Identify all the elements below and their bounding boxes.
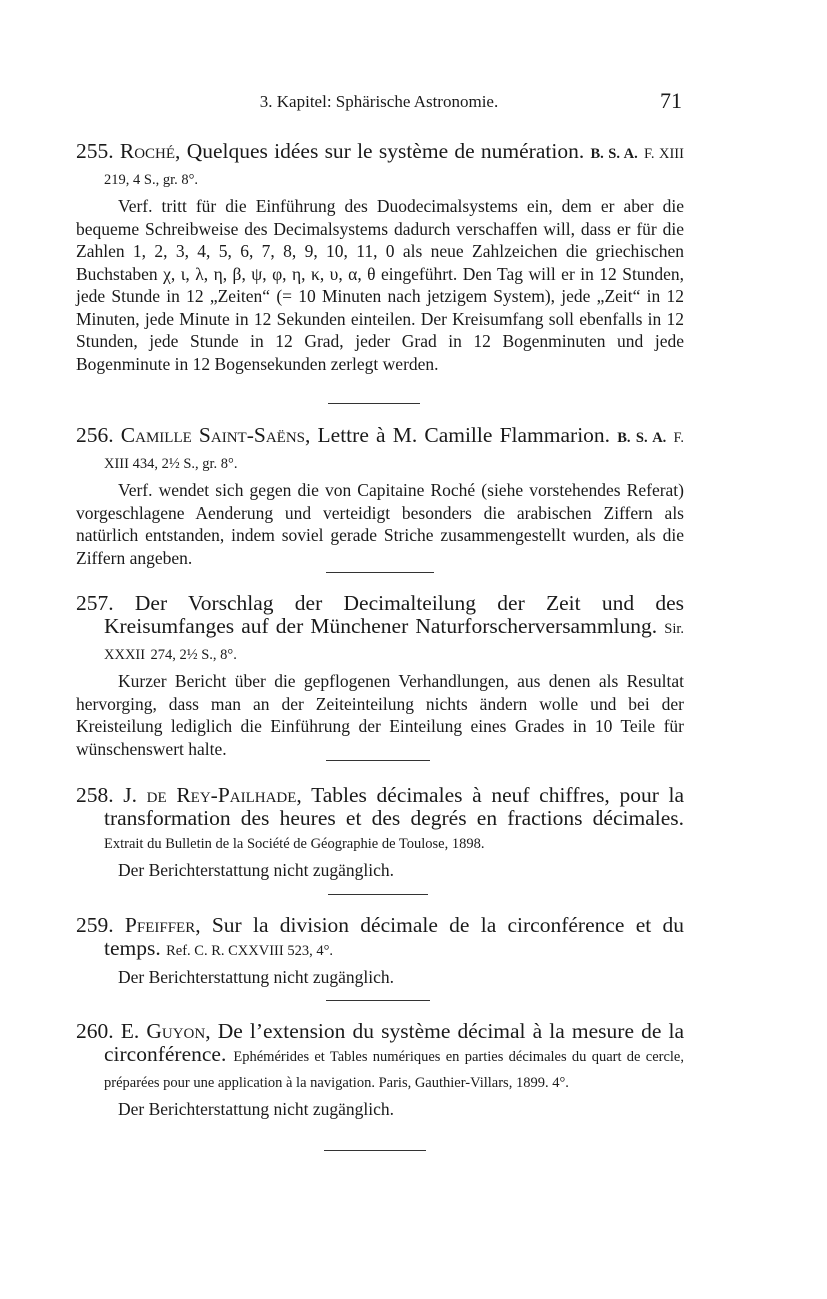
- entry-abstract: Der Berichterstattung nicht zugänglich.: [118, 1099, 395, 1119]
- entry-title: Quelques idées sur le système de numération.: [186, 139, 585, 163]
- entry-258: [76, 784, 684, 882]
- entry-source: Extrait du Bulletin de la Société de Géographie de Toulose, 1898.: [104, 836, 485, 852]
- entry-number: 258.: [76, 783, 114, 807]
- entry-title: Lettre à M. Camille Flammarion.: [317, 423, 611, 447]
- separator-rule: [326, 760, 430, 761]
- entry-source: F. XIII 434, 2½ S., gr. 8°.: [104, 430, 684, 472]
- entry-number: 256.: [76, 423, 114, 447]
- entry-source-abbrev: Sir. XXXII: [104, 621, 685, 663]
- entry-heading: [76, 424, 684, 476]
- separator-rule: [326, 1000, 430, 1001]
- entry-heading: [76, 592, 684, 667]
- entry-number: 259.: [76, 913, 114, 937]
- entry-source: Ephémérides et Tables numériques en parties décimales du quart de cercle, préparées pour une application à la navigation. Paris, Gauthier-Villars, 1899. 4°.: [104, 1049, 684, 1091]
- entry-author: Roché,: [119, 139, 181, 163]
- entry-title: De l’extension du système décimal à la mesure de la circonférence.: [104, 1019, 685, 1066]
- entry-abstract: Verf. tritt für die Einführung des Duodecimalsystems ein, dem er aber die bequeme Schreibweise des Decimalsystems dadurch verschaffen will, dass er für die Zahlen 1, 2, 3, 4, 5, 6, 7, 8, 9, 10, 11, 0 als neue Zahlzeichen die griechischen Buchstaben χ, ι, λ, η, β, ψ, φ, η, κ, υ, α, θ eingeführt. Den Tag will er in 12 Stunden, jede Stunde in 12 „Zeiten“ (= 10 Minuten nach jetzigem System), jede „Zeit“ in 12 Minuten, jede Minute in 12 Sekunden einteilen. Der Kreisumfang soll ebenfalls in 12 Stunden, jede Stunde in 12 Grad, jeder Grad in 12 Bogenminuten und jede Bogenminute in 12 Bogensekunden zerlegt werden.: [76, 196, 684, 374]
- entry-source-abbrev: B. S. A.: [617, 430, 667, 446]
- entry-257: [76, 592, 684, 760]
- entry-source-abbrev: B. S. A.: [590, 146, 638, 162]
- running-head-title: 3. Kapitel: Sphärische Astronomie.: [259, 92, 499, 111]
- entry-author: Camille Saint-Saëns,: [120, 423, 311, 447]
- entry-number: 255.: [76, 139, 114, 163]
- entry-heading: [76, 784, 684, 856]
- entry-author-prefix: J. de: [123, 783, 167, 807]
- entry-abstract: Verf. wendet sich gegen die von Capitaine Roché (siehe vorstehendes Referat) vorgeschlagene Aenderung und verteidigt besonders die arabischen Ziffern als natürlich entstanden, indem soviel gerade Striche zusammengestellt wurden, als die Ziffern angeben.: [76, 480, 684, 568]
- entry-255: [76, 140, 684, 375]
- page-number: 71: [660, 88, 682, 113]
- entry-title: Der Vorschlag der Decimalteilung der Zeit und des Kreisumfanges auf der Münchener Naturforscherversammlung.: [104, 591, 685, 638]
- entry-author: Guyon,: [146, 1019, 211, 1043]
- entry-number: 257.: [76, 591, 114, 615]
- entry-heading: [76, 914, 684, 963]
- entry-256: [76, 424, 684, 569]
- entry-source: Ref. C. R. CXXVIII 523, 4°.: [166, 943, 334, 959]
- entry-abstract: Kurzer Bericht über die gepflogenen Verhandlungen, aus denen als Resultat hervorging, dass man an der Zeiteinteilung nichts ändern wolle und bei der Kreisteilung lediglich die Einführung der Einteilung eines Grades in 10 Teile für wünschenswert halte.: [76, 671, 684, 759]
- entry-abstract: Der Berichterstattung nicht zugänglich.: [118, 860, 395, 880]
- entry-source: F. XIII 219, 4 S., gr. 8°.: [104, 146, 684, 188]
- separator-rule: [326, 572, 434, 573]
- running-head: [76, 88, 682, 118]
- separator-rule: [324, 1150, 426, 1151]
- separator-rule: [328, 894, 428, 895]
- entry-heading: [76, 140, 684, 192]
- entry-author-prefix: E.: [120, 1019, 140, 1043]
- entry-title: Sur la division décimale de la circonférence et du temps.: [104, 913, 685, 960]
- entry-title: Tables décimales à neuf chiffres, pour la transformation des heures et des degrés en fractions décimales.: [104, 783, 685, 830]
- entry-259: [76, 914, 684, 989]
- entry-author: Pfeiffer,: [124, 913, 201, 937]
- entry-author: Rey-Pailhade,: [176, 783, 302, 807]
- separator-rule: [328, 403, 420, 404]
- entry-source: 274, 2½ S., 8°.: [150, 647, 237, 663]
- entry-260: [76, 1020, 684, 1121]
- entry-number: 260.: [76, 1019, 114, 1043]
- entry-heading: [76, 1020, 684, 1095]
- entry-abstract: Der Berichterstattung nicht zugänglich.: [118, 967, 395, 987]
